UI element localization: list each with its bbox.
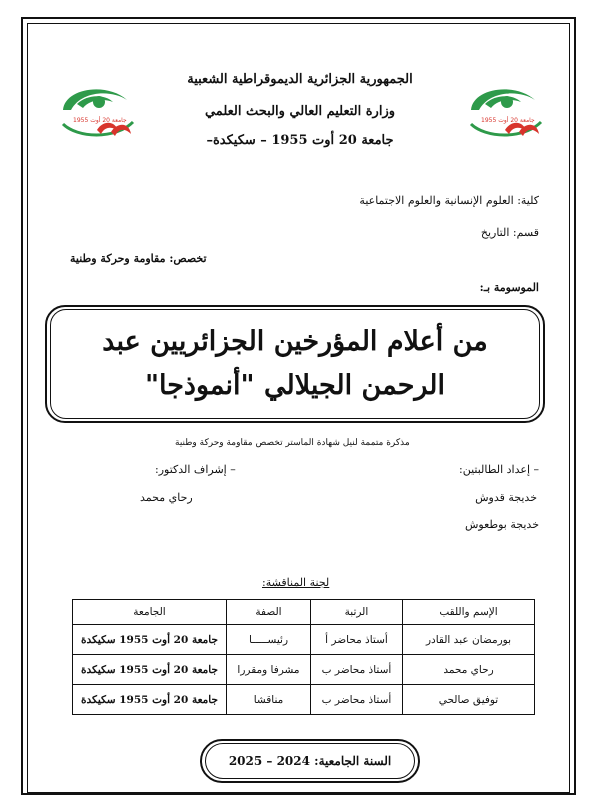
table-cell: جامعة 20 أوت 1955 سكيكدة xyxy=(73,685,227,715)
table-header-row xyxy=(73,600,535,625)
table-cell: رئيســـــا xyxy=(227,625,311,655)
specialty-label: تخصص: مقاومة وحركة وطنية xyxy=(70,252,207,265)
column-header: الصفة xyxy=(227,600,311,625)
committee-label: لجنة المناقشة: xyxy=(262,576,330,589)
department-label: قسم: التاريخ xyxy=(480,226,539,239)
table-cell: جامعة 20 أوت 1955 سكيكدة xyxy=(73,625,227,655)
table-cell: أستاذ محاضر ب xyxy=(311,655,403,685)
faculty-label: كلية: العلوم الإنسانية والعلوم الاجتماعية xyxy=(359,194,539,207)
table-row xyxy=(73,685,535,715)
logo-text: جامعة 20 أوت 1955 xyxy=(73,117,127,124)
table-row xyxy=(73,625,535,655)
header-republic: الجمهورية الجزائرية الديموقراطية الشعبية xyxy=(187,72,413,87)
student-name: خديجة بوطعوش xyxy=(464,518,539,531)
table-cell: أستاذ محاضر ب xyxy=(311,685,403,715)
table-cell: توفيق صالحي xyxy=(403,685,535,715)
academic-year: السنة الجامعية: 2024 – 2025 xyxy=(205,743,415,779)
table-cell: مناقشا xyxy=(227,685,311,715)
table-cell: أستاذ محاضر أ xyxy=(311,625,403,655)
thesis-title: من أعلام المؤرخين الجزائريين عبد الرحمن الجيلالي "أنموذجا" xyxy=(50,309,540,419)
supervisor-name: رحاي محمد xyxy=(140,491,193,504)
logo-text: جامعة 20 أوت 1955 xyxy=(481,117,535,124)
university-logo-left xyxy=(57,80,137,146)
committee-table xyxy=(72,599,535,715)
table-row xyxy=(73,655,535,685)
table-cell: مشرفا ومقررا xyxy=(227,655,311,685)
student-name: خديجة قدوش xyxy=(475,491,537,504)
thesis-subtitle: مذكرة متممة لنيل شهادة الماستر تخصص مقاومة وحركة وطنية xyxy=(175,438,410,448)
table-cell: جامعة 20 أوت 1955 سكيكدة xyxy=(73,655,227,685)
header-ministry: وزارة التعليم العالي والبحث العلمي xyxy=(204,104,396,119)
column-header: الرتبة xyxy=(311,600,403,625)
column-header: الإسم واللقب xyxy=(403,600,535,625)
titled-label: الموسومة بـ: xyxy=(479,281,539,294)
table-cell: بورمضان عبد القادر xyxy=(403,625,535,655)
supervisor-label: – إشراف الدكتور: xyxy=(155,463,236,476)
students-label: – إعداد الطالبتين: xyxy=(458,463,539,476)
university-logo-right xyxy=(465,80,545,146)
table-cell: رحاي محمد xyxy=(403,655,535,685)
header-university: جامعة 20 أوت 1955 – سكيكدة– xyxy=(206,133,394,148)
column-header: الجامعة xyxy=(73,600,227,625)
